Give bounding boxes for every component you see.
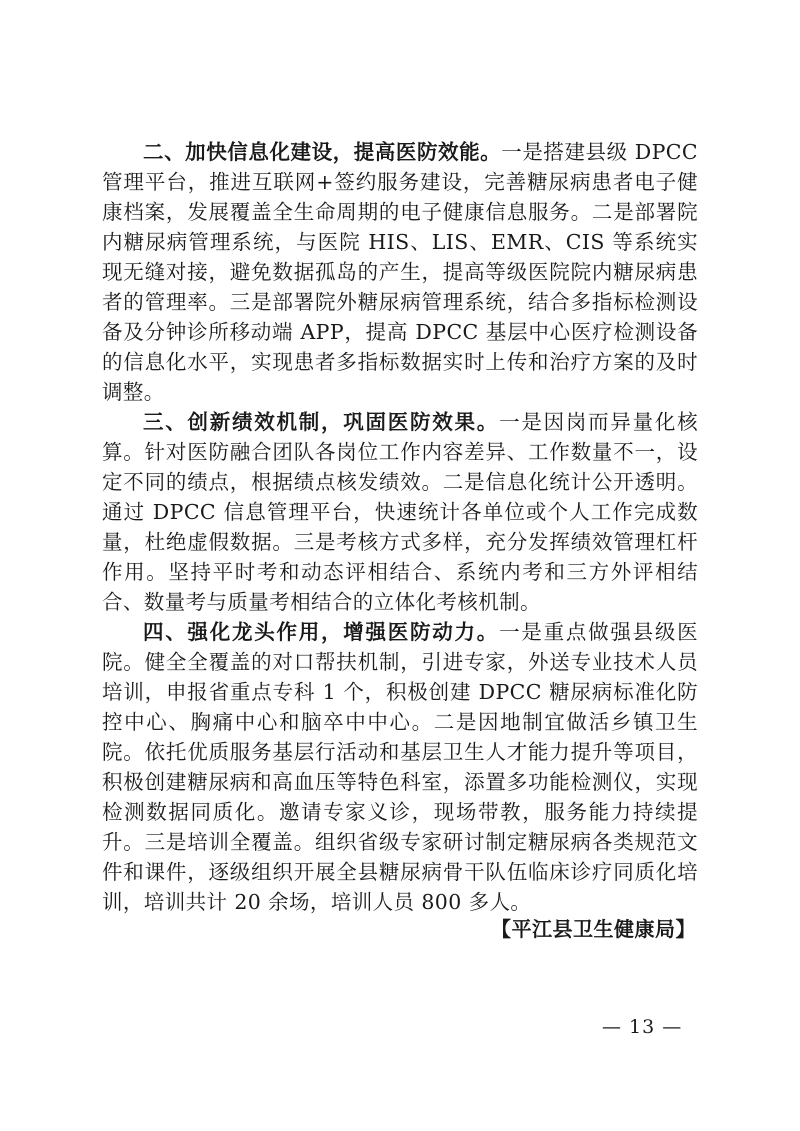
paragraph-heading: 三、创新绩效机制，巩固医防效果。 [143, 410, 500, 434]
paragraph-leading-role [102, 617, 698, 917]
paragraph-informatization [102, 137, 698, 407]
paragraph-text: 一是搭建县级 DPCC 管理平台，推进互联网+签约服务建设，完善糖尿病患者电子健康档案，发展覆盖全生命周期的电子健康信息服务。二是部署院内糖尿病管理系统，与医院 HIS、LIS、EMR、CIS 等系统实现无缝对接，避免数据孤岛的产生，提高等级医院院内糖尿病患者的管理率。三是部署院外糖尿病管理系统，结合多指标检测设备及分钟诊所移动端 APP，提高 DPCC 基层中心医疗检测设备的信息化水平，实现患者多指标数据实时上传和治疗方案的及时调整。 [102, 140, 698, 404]
paragraph-text: 一是重点做强县级医院。健全全覆盖的对口帮扶机制，引进专家，外送专业技术人员培训，申报省重点专科 1 个，积极创建 DPCC 糖尿病标准化防控中心、胸痛中心和脑卒中中心。二是因地制宜做活乡镇卫生院。依托优质服务基层行活动和基层卫生人才能力提升等项目，积极创建糖尿病和高血压等特色科室，添置多功能检测仪，实现检测数据同质化。邀请专家义诊，现场带教，服务能力持续提升。三是培训全覆盖。组织省级专家研讨制定糖尿病各类规范文件和课件，逐级组织开展全县糖尿病骨干队伍临床诊疗同质化培训，培训共计 20 余场，培训人员 800 多人。 [102, 620, 698, 914]
issuer-signature: 【平江县卫生健康局】 [491, 917, 696, 941]
page-number: — 13 — [602, 1016, 683, 1038]
paragraph-heading: 二、加快信息化建设，提高医防效能。 [143, 140, 502, 164]
paragraph-heading: 四、强化龙头作用，增强医防动力。 [143, 620, 500, 644]
document-body [102, 137, 698, 917]
paragraph-performance [102, 407, 698, 617]
paragraph-text: 一是因岗而异量化核算。针对医防融合团队各岗位工作内容差异、工作数量不一，设定不同的绩点，根据绩点核发绩效。二是信息化统计公开透明。通过 DPCC 信息管理平台，快速统计各单位或个人工作完成数量，杜绝虚假数据。三是考核方式多样，充分发挥绩效管理杠杆作用。坚持平时考和动态评相结合、系统内考和三方外评相结合、数量考与质量考相结合的立体化考核机制。 [102, 410, 698, 614]
